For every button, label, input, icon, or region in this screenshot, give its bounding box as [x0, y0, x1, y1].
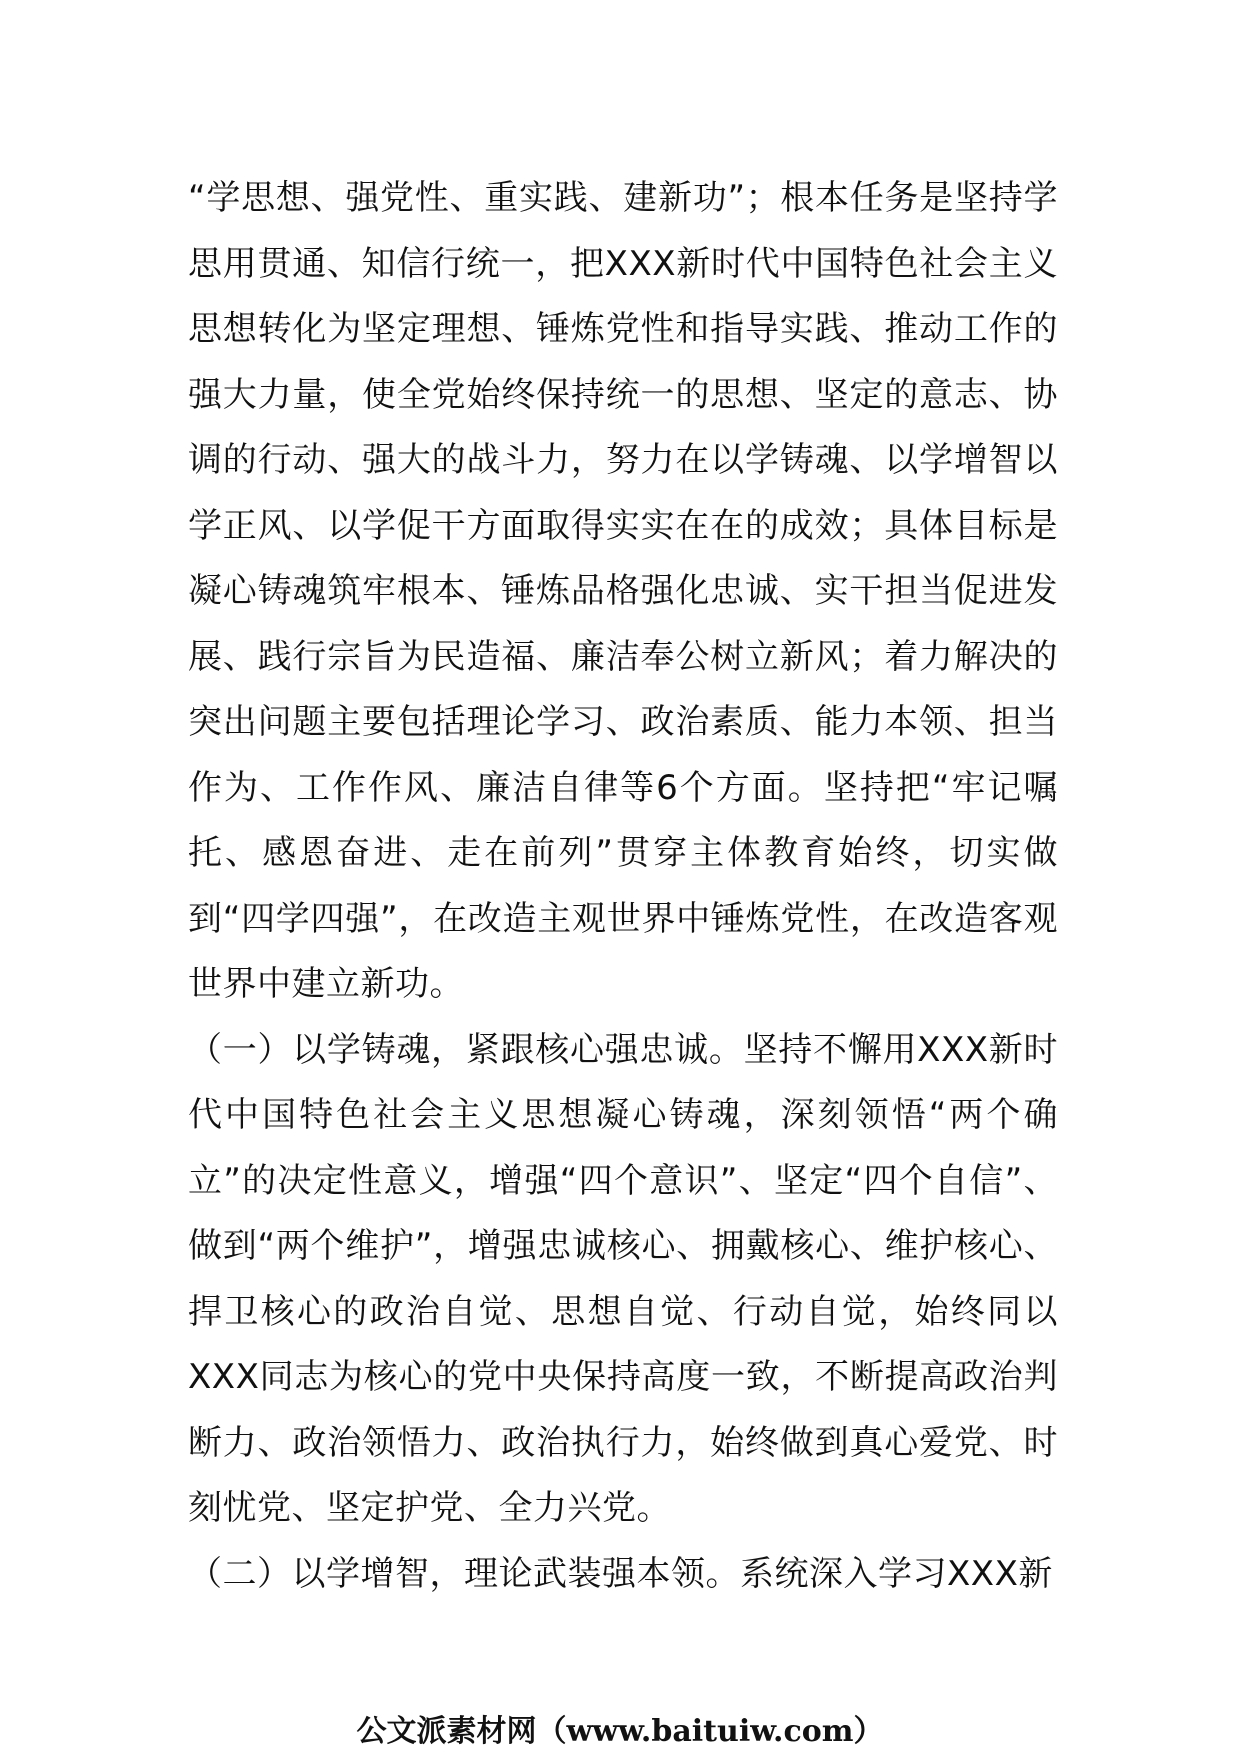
document-body [188, 166, 1058, 1607]
paragraph-3: （二）以学增智，理论武装强本领。系统深入学习XXX新 [188, 1553, 1053, 1594]
paragraph-1: “学思想、强党性、重实践、建新功”；根本任务是坚持学思用贯通、知信行统一，把XXX新时代中国特色社会主义思想转化为坚定理想、锤炼党性和指导实践、推动工作的强大力量，使全党始终保持统一的思想、坚定的意志、协调的行动、强大的战斗力，努力在以学铸魂、以学增智以学正风、以学促干方面取得实实在在的成效；具体目标是凝心铸魂筑牢根本、锤炼品格强化忠诚、实干担当促进发展、践行宗旨为民造福、廉洁奉公树立新风；着力解决的突出问题主要包括理论学习、政治素质、能力本领、担当作为、工作作风、廉洁自律等6个方面。坚持把“牢记嘱托、感恩奋进、走在前列”贯穿主体教育始终，切实做到“四学四强”，在改造主观世界中锤炼党性，在改造客观世界中建立新功。 [188, 178, 1058, 1004]
footer-watermark-text: 公文派素材网（www.baituiw.com） [356, 1714, 884, 1749]
paragraph-2: （一）以学铸魂，紧跟核心强忠诚。坚持不懈用XXX新时代中国特色社会主义思想凝心铸魂，深刻领悟“两个确立”的决定性意义，增强“四个意识”、坚定“四个自信”、做到“两个维护”，增强忠诚核心、拥戴核心、维护核心、捍卫核心的政治自觉、思想自觉、行动自觉，始终同以XXX同志为核心的党中央保持高度一致，不断提高政治判断力、政治领悟力、政治执行力，始终做到真心爱党、时刻忧党、坚定护党、全力兴党。 [188, 1029, 1058, 1528]
